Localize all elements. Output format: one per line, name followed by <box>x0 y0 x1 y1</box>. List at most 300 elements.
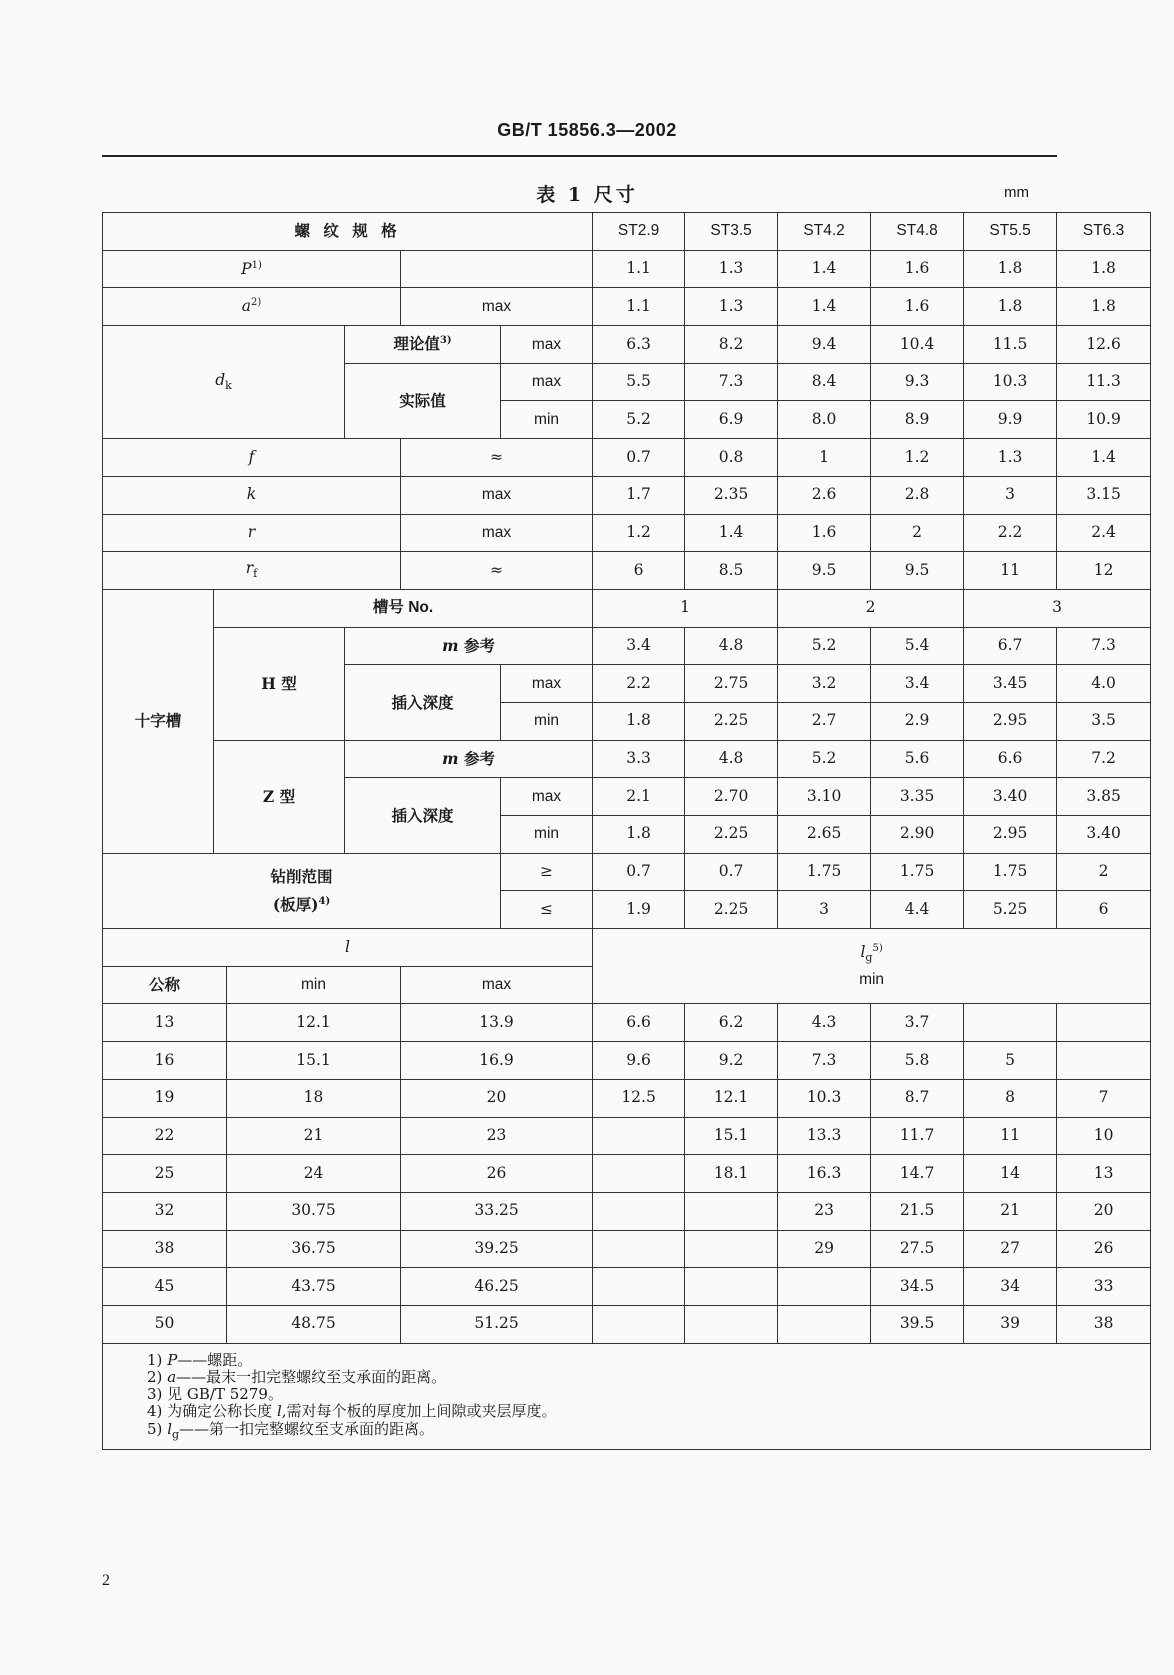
value-cell: 12.6 <box>1057 326 1151 364</box>
value-cell: 8.5 <box>685 552 778 590</box>
value-cell: 3.35 <box>871 778 964 816</box>
value-cell: 5.6 <box>871 740 964 778</box>
dimensions-table <box>102 212 1151 1450</box>
lg-cell: 12.1 <box>685 1079 778 1117</box>
note-text: ,需对每个板的厚度加上间隙或夹层厚度。 <box>281 1402 557 1421</box>
note-number: 1) <box>147 1350 163 1369</box>
lg-cell: 34.5 <box>871 1268 964 1306</box>
max-cell: 13.9 <box>401 1004 593 1042</box>
note-subscript: g <box>172 1427 180 1441</box>
length-row <box>103 1230 1151 1268</box>
value-cell: 1.75 <box>964 853 1057 891</box>
value-cell: 9.5 <box>871 552 964 590</box>
value-cell: 1.6 <box>778 514 871 552</box>
value-cell: 7.3 <box>1057 627 1151 665</box>
lg-cell: 18.1 <box>685 1155 778 1193</box>
drill-label-line1: 钻削范围 <box>270 866 333 886</box>
value-cell: 9.4 <box>778 326 871 364</box>
note-1 <box>147 1352 1150 1369</box>
value-cell: 3.2 <box>778 665 871 703</box>
value-cell: 2.65 <box>778 816 871 854</box>
lg-cell: 38 <box>1057 1305 1151 1343</box>
max-cell: 26 <box>401 1155 593 1193</box>
lg-cell <box>685 1192 778 1230</box>
max-cell: 33.25 <box>401 1192 593 1230</box>
rf-symbol <box>103 552 401 590</box>
k-row <box>103 476 1151 514</box>
value-cell: 8.2 <box>685 326 778 364</box>
value-cell: 3.3 <box>593 740 685 778</box>
slot-value: 2 <box>778 589 964 627</box>
max-cell: 39.25 <box>401 1230 593 1268</box>
footnote-ref: 5) <box>872 942 883 954</box>
nominal-cell: 50 <box>103 1305 227 1343</box>
value-cell: 8.9 <box>871 401 964 439</box>
lg-cell <box>593 1117 685 1155</box>
lg-cell: 7 <box>1057 1079 1151 1117</box>
spec-cell: ST3.5 <box>685 213 778 251</box>
value-cell: 1.8 <box>593 816 685 854</box>
lg-cell: 12.5 <box>593 1079 685 1117</box>
dk-theory-label <box>345 326 501 364</box>
nominal-cell: 13 <box>103 1004 227 1042</box>
value-cell: 5.2 <box>593 401 685 439</box>
length-row <box>103 1079 1151 1117</box>
qualifier-text: min <box>859 970 885 988</box>
l-symbol: l <box>103 929 593 967</box>
lg-cell: 11.7 <box>871 1117 964 1155</box>
value-cell: 3.85 <box>1057 778 1151 816</box>
value-cell: 1.4 <box>778 250 871 288</box>
value-cell: 3.10 <box>778 778 871 816</box>
lg-cell: 10 <box>1057 1117 1151 1155</box>
r-row <box>103 514 1151 552</box>
value-cell: 0.7 <box>593 853 685 891</box>
max-cell: 51.25 <box>401 1305 593 1343</box>
value-cell: 3 <box>964 476 1057 514</box>
note-3: 3) 见 GB/T 5279。 <box>147 1385 283 1404</box>
note-text: ——螺距。 <box>177 1350 253 1369</box>
dk-symbol <box>103 326 345 439</box>
qualifier-cell: max <box>501 665 593 703</box>
slot-label: 槽号 No. <box>214 589 593 627</box>
nominal-cell: 38 <box>103 1230 227 1268</box>
value-cell: 2.90 <box>871 816 964 854</box>
note-4 <box>147 1403 1150 1420</box>
note-number: 2) <box>147 1367 163 1386</box>
header-rule <box>102 155 1057 157</box>
min-cell: 21 <box>227 1117 401 1155</box>
qualifier-cell: max <box>501 363 593 401</box>
lg-cell: 20 <box>1057 1192 1151 1230</box>
k-symbol: k <box>103 476 401 514</box>
spec-cell: ST4.8 <box>871 213 964 251</box>
lg-cell <box>685 1268 778 1306</box>
footnote-ref: 1) <box>251 259 262 271</box>
symbol-subscript: g <box>865 951 873 965</box>
value-cell: 10.9 <box>1057 401 1151 439</box>
value-cell: 11.3 <box>1057 363 1151 401</box>
value-cell: 5.2 <box>778 627 871 665</box>
value-cell: 6.9 <box>685 401 778 439</box>
value-cell: 5.5 <box>593 363 685 401</box>
value-cell: 2.95 <box>964 702 1057 740</box>
value-cell: 6 <box>593 552 685 590</box>
min-label: min <box>227 966 401 1004</box>
value-cell: 4.8 <box>685 627 778 665</box>
value-cell: 1.2 <box>593 514 685 552</box>
lg-cell: 33 <box>1057 1268 1151 1306</box>
lg-header <box>593 929 1151 1004</box>
h-type-label: H 型 <box>214 627 345 740</box>
value-cell: 1.75 <box>778 853 871 891</box>
lg-cell: 13.3 <box>778 1117 871 1155</box>
max-cell: 46.25 <box>401 1268 593 1306</box>
value-cell: 3.4 <box>593 627 685 665</box>
lg-cell: 21.5 <box>871 1192 964 1230</box>
value-cell: 11 <box>964 552 1057 590</box>
lg-cell: 34 <box>964 1268 1057 1306</box>
slot-row <box>103 589 1151 627</box>
lg-cell <box>593 1192 685 1230</box>
lg-cell: 14.7 <box>871 1155 964 1193</box>
value-cell: 3.45 <box>964 665 1057 703</box>
value-cell: 6 <box>1057 891 1151 929</box>
label-text: 理论值 <box>393 334 440 354</box>
value-cell: 1.75 <box>871 853 964 891</box>
value-cell: 3.4 <box>871 665 964 703</box>
label-text: 参考 <box>463 749 495 769</box>
slot-value: 3 <box>964 589 1151 627</box>
value-cell: 1.3 <box>964 439 1057 477</box>
value-cell: 2.9 <box>871 702 964 740</box>
dk-theory-row <box>103 326 1151 364</box>
value-cell: 2.35 <box>685 476 778 514</box>
nominal-label: 公称 <box>103 966 227 1004</box>
lg-cell: 14 <box>964 1155 1057 1193</box>
value-cell: 2.70 <box>685 778 778 816</box>
spec-cell: ST6.3 <box>1057 213 1151 251</box>
drill-ge-row <box>103 853 1151 891</box>
lg-cell: 9.6 <box>593 1042 685 1080</box>
max-cell: 16.9 <box>401 1042 593 1080</box>
nominal-cell: 45 <box>103 1268 227 1306</box>
value-cell: 7.2 <box>1057 740 1151 778</box>
min-cell: 36.75 <box>227 1230 401 1268</box>
max-cell: 23 <box>401 1117 593 1155</box>
value-cell: 4.4 <box>871 891 964 929</box>
qualifier-cell: min <box>501 816 593 854</box>
value-cell: 6.3 <box>593 326 685 364</box>
lg-cell: 10.3 <box>778 1079 871 1117</box>
lg-cell <box>778 1268 871 1306</box>
value-cell: 1.1 <box>593 288 685 326</box>
nominal-cell: 19 <box>103 1079 227 1117</box>
z-depth-label: 插入深度 <box>345 778 501 853</box>
note-symbol: a <box>167 1367 177 1386</box>
symbol-subscript: k <box>225 378 232 392</box>
f-symbol: f <box>103 439 401 477</box>
qualifier-cell: max <box>401 476 593 514</box>
z-m-label <box>345 740 593 778</box>
value-cell: 8.0 <box>778 401 871 439</box>
lg-cell: 11 <box>964 1117 1057 1155</box>
length-header-row <box>103 929 1151 967</box>
footnote-ref: 2) <box>250 297 262 309</box>
value-cell: 3.40 <box>1057 816 1151 854</box>
value-cell: 9.5 <box>778 552 871 590</box>
value-cell: 0.8 <box>685 439 778 477</box>
lg-cell: 39.5 <box>871 1305 964 1343</box>
spec-label: 螺 纹 规 格 <box>103 213 593 251</box>
lg-cell: 3.7 <box>871 1004 964 1042</box>
cross-slot-label: 十字槽 <box>103 589 214 853</box>
label-text: 参考 <box>463 636 495 655</box>
lg-cell: 5.8 <box>871 1042 964 1080</box>
value-cell: 9.9 <box>964 401 1057 439</box>
lg-cell <box>593 1305 685 1343</box>
lg-cell <box>778 1305 871 1343</box>
min-cell: 12.1 <box>227 1004 401 1042</box>
symbol-text: m <box>442 749 459 769</box>
value-cell: 1 <box>778 439 871 477</box>
value-cell: 2.6 <box>778 476 871 514</box>
note-text: ——最末一扣完整螺纹至支承面的距离。 <box>176 1367 447 1386</box>
lg-cell: 7.3 <box>778 1042 871 1080</box>
lg-cell <box>685 1230 778 1268</box>
value-cell: 1.2 <box>871 439 964 477</box>
table-caption: 表 1 尺寸 <box>536 184 638 206</box>
h-depth-label: 插入深度 <box>345 665 501 740</box>
length-row <box>103 1305 1151 1343</box>
value-cell: 4.8 <box>685 740 778 778</box>
unit-label: mm <box>1004 184 1029 201</box>
value-cell: 2 <box>1057 853 1151 891</box>
a-row <box>103 288 1151 326</box>
note-number: 5) <box>147 1419 163 1438</box>
qualifier-cell: ≤ <box>501 891 593 929</box>
lg-cell: 16.3 <box>778 1155 871 1193</box>
note-text: 4) 为确定公称长度 <box>147 1402 273 1421</box>
value-cell: 1.4 <box>685 514 778 552</box>
qualifier-cell: max <box>501 778 593 816</box>
value-cell: 1.3 <box>685 250 778 288</box>
symbol-text: d <box>215 370 226 389</box>
lg-cell <box>593 1230 685 1268</box>
min-cell: 15.1 <box>227 1042 401 1080</box>
value-cell: 1.8 <box>964 250 1057 288</box>
value-cell: 1.1 <box>593 250 685 288</box>
f-row <box>103 439 1151 477</box>
value-cell: 2.25 <box>685 891 778 929</box>
value-cell: 12 <box>1057 552 1151 590</box>
value-cell: 2.25 <box>685 816 778 854</box>
min-cell: 30.75 <box>227 1192 401 1230</box>
lg-cell: 15.1 <box>685 1117 778 1155</box>
value-cell: 1.8 <box>964 288 1057 326</box>
note-symbol: l <box>276 1402 282 1421</box>
nominal-cell: 22 <box>103 1117 227 1155</box>
value-cell: 1.3 <box>685 288 778 326</box>
value-cell: 10.3 <box>964 363 1057 401</box>
max-label: max <box>401 966 593 1004</box>
value-cell: 1.9 <box>593 891 685 929</box>
lg-cell <box>685 1305 778 1343</box>
value-cell: 2.2 <box>964 514 1057 552</box>
pitch-row <box>103 250 1151 288</box>
value-cell: 2.1 <box>593 778 685 816</box>
value-cell: 2.75 <box>685 665 778 703</box>
symbol-subscript: f <box>253 567 258 581</box>
nominal-cell: 32 <box>103 1192 227 1230</box>
lg-cell: 6.2 <box>685 1004 778 1042</box>
value-cell: 2.7 <box>778 702 871 740</box>
spec-cell: ST5.5 <box>964 213 1057 251</box>
value-cell: 1.6 <box>871 250 964 288</box>
value-cell: 8.4 <box>778 363 871 401</box>
value-cell: 2.2 <box>593 665 685 703</box>
length-row <box>103 1117 1151 1155</box>
length-row <box>103 1155 1151 1193</box>
value-cell: 3.15 <box>1057 476 1151 514</box>
length-row <box>103 1192 1151 1230</box>
pitch-symbol <box>103 250 401 288</box>
value-cell: 2.8 <box>871 476 964 514</box>
value-cell: 4.0 <box>1057 665 1151 703</box>
value-cell: 7.3 <box>685 363 778 401</box>
value-cell: 5.2 <box>778 740 871 778</box>
qualifier-cell: max <box>501 326 593 364</box>
footnote-ref: 4) <box>318 895 331 907</box>
value-cell: 10.4 <box>871 326 964 364</box>
length-row <box>103 1268 1151 1306</box>
lg-cell: 39 <box>964 1305 1057 1343</box>
note-5 <box>147 1421 1150 1442</box>
lg-cell <box>964 1004 1057 1042</box>
symbol-text: a <box>241 297 251 316</box>
lg-cell: 23 <box>778 1192 871 1230</box>
slot-value: 1 <box>593 589 778 627</box>
lg-cell: 8 <box>964 1079 1057 1117</box>
z-m-row <box>103 740 1151 778</box>
value-cell: 2 <box>871 514 964 552</box>
min-cell: 18 <box>227 1079 401 1117</box>
value-cell: 2.95 <box>964 816 1057 854</box>
lg-cell <box>1057 1042 1151 1080</box>
lg-cell <box>593 1268 685 1306</box>
qualifier-cell: min <box>501 401 593 439</box>
value-cell: 3.40 <box>964 778 1057 816</box>
qualifier-empty <box>401 250 593 288</box>
drill-label <box>103 853 501 928</box>
value-cell: 5.25 <box>964 891 1057 929</box>
qualifier-cell: ≈ <box>401 552 593 590</box>
min-cell: 24 <box>227 1155 401 1193</box>
h-m-row <box>103 627 1151 665</box>
lg-cell: 4.3 <box>778 1004 871 1042</box>
qualifier-cell: max <box>401 514 593 552</box>
r-symbol: r <box>103 514 401 552</box>
spec-cell: ST4.2 <box>778 213 871 251</box>
z-type-label: Z 型 <box>214 740 345 853</box>
nominal-cell: 25 <box>103 1155 227 1193</box>
notes-row <box>103 1343 1151 1450</box>
value-cell: 1.6 <box>871 288 964 326</box>
value-cell: 5.4 <box>871 627 964 665</box>
note-symbol: l <box>167 1419 172 1438</box>
note-text: ——第一扣完整螺纹至支承面的距离。 <box>179 1419 435 1438</box>
h-m-label <box>345 627 593 665</box>
min-cell: 43.75 <box>227 1268 401 1306</box>
standard-header: GB/T 15856.3—2002 <box>497 120 677 140</box>
min-cell: 48.75 <box>227 1305 401 1343</box>
lg-cell: 8.7 <box>871 1079 964 1117</box>
lg-cell: 5 <box>964 1042 1057 1080</box>
value-cell: 1.8 <box>1057 288 1151 326</box>
lg-cell: 13 <box>1057 1155 1151 1193</box>
value-cell: 1.8 <box>593 702 685 740</box>
length-row <box>103 1004 1151 1042</box>
value-cell: 2.25 <box>685 702 778 740</box>
qualifier-cell: min <box>501 702 593 740</box>
qualifier-cell: ≥ <box>501 853 593 891</box>
nominal-cell: 16 <box>103 1042 227 1080</box>
spec-row <box>103 213 1151 251</box>
value-cell: 3 <box>778 891 871 929</box>
value-cell: 1.4 <box>778 288 871 326</box>
lg-cell: 6.6 <box>593 1004 685 1042</box>
qualifier-cell: ≈ <box>401 439 593 477</box>
value-cell: 2.4 <box>1057 514 1151 552</box>
spec-cell: ST2.9 <box>593 213 685 251</box>
drill-label-line2: (板厚) <box>272 894 319 914</box>
value-cell: 9.3 <box>871 363 964 401</box>
lg-cell: 26 <box>1057 1230 1151 1268</box>
qualifier-cell: max <box>401 288 593 326</box>
lg-cell: 29 <box>778 1230 871 1268</box>
lg-cell: 9.2 <box>685 1042 778 1080</box>
lg-cell: 27.5 <box>871 1230 964 1268</box>
lg-cell <box>593 1155 685 1193</box>
value-cell: 11.5 <box>964 326 1057 364</box>
lg-cell <box>1057 1004 1151 1042</box>
value-cell: 6.6 <box>964 740 1057 778</box>
a-symbol <box>103 288 401 326</box>
note-2 <box>147 1369 1150 1386</box>
dk-actual-label: 实际值 <box>345 363 501 438</box>
symbol-text: P <box>241 259 252 278</box>
symbol-text: m <box>442 636 459 655</box>
length-row <box>103 1042 1151 1080</box>
rf-row <box>103 552 1151 590</box>
footnote-ref: 3) <box>439 335 452 347</box>
table-notes <box>103 1343 1151 1450</box>
lg-cell: 27 <box>964 1230 1057 1268</box>
value-cell: 0.7 <box>593 439 685 477</box>
lg-cell: 21 <box>964 1192 1057 1230</box>
symbol-text: l <box>860 943 866 961</box>
symbol-text: r <box>245 559 254 578</box>
value-cell: 0.7 <box>685 853 778 891</box>
value-cell: 1.7 <box>593 476 685 514</box>
max-cell: 20 <box>401 1079 593 1117</box>
value-cell: 1.4 <box>1057 439 1151 477</box>
value-cell: 3.5 <box>1057 702 1151 740</box>
page-number: 2 <box>102 1572 110 1589</box>
value-cell: 6.7 <box>964 627 1057 665</box>
value-cell: 1.8 <box>1057 250 1151 288</box>
note-symbol: P <box>167 1350 178 1369</box>
